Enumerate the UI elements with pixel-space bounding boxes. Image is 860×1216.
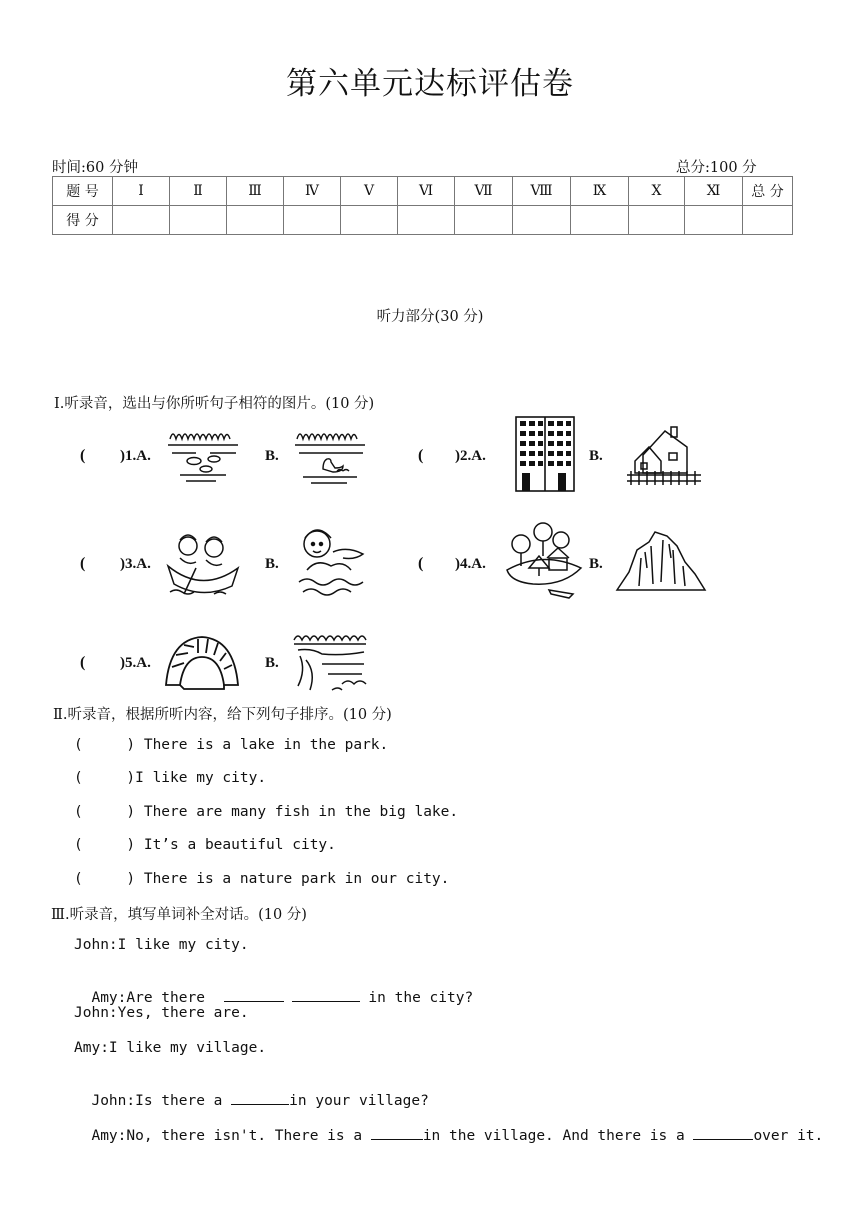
answer-paren[interactable]: ( bbox=[80, 447, 86, 464]
part2-instruction: Ⅱ.听录音，根据所听内容，给下列句子排序。(10 分) bbox=[53, 707, 392, 723]
sentence-item[interactable]: ( ) There are many fish in the big lake. bbox=[74, 804, 459, 820]
score-cell[interactable] bbox=[513, 206, 571, 235]
score-cell[interactable] bbox=[455, 206, 513, 235]
children-boat-picture[interactable] bbox=[166, 528, 240, 598]
table-score-label: 得 分 bbox=[53, 206, 113, 235]
answer-paren[interactable]: ( bbox=[80, 654, 86, 671]
fill-blank[interactable] bbox=[224, 987, 284, 1002]
dialogue-text: Amy:No, there isn't. There is a bbox=[91, 1128, 371, 1144]
sentence-item[interactable]: ( ) There is a lake in the park. bbox=[74, 737, 389, 753]
score-cell[interactable] bbox=[227, 206, 284, 235]
time-label: 时间:60 分钟 bbox=[52, 160, 138, 176]
table-col: Ⅲ bbox=[227, 177, 284, 206]
dialogue-line bbox=[74, 1109, 823, 1144]
answer-paren[interactable]: ( bbox=[418, 447, 424, 464]
q5-b-label: B. bbox=[265, 655, 279, 671]
dialogue-line bbox=[74, 971, 473, 1006]
table-col: Ⅹ bbox=[629, 177, 685, 206]
score-cell[interactable] bbox=[398, 206, 455, 235]
dialogue-text: John:Is there a bbox=[91, 1093, 232, 1109]
score-cell[interactable] bbox=[170, 206, 227, 235]
bridge-picture[interactable] bbox=[162, 633, 242, 691]
fill-blank[interactable] bbox=[693, 1125, 753, 1140]
mountain-picture[interactable] bbox=[615, 528, 707, 594]
table-col: Ⅺ bbox=[685, 177, 743, 206]
dialogue-text: over it. bbox=[753, 1128, 824, 1144]
dialogue-line: Amy:I like my village. bbox=[74, 1040, 267, 1056]
score-cell[interactable] bbox=[629, 206, 685, 235]
part1-instruction: Ⅰ.听录音，选出与你所听句子相符的图片。(10 分) bbox=[54, 396, 375, 412]
table-head-label: 题 号 bbox=[53, 177, 113, 206]
page-title: 第六单元达标评估卷 bbox=[286, 66, 574, 102]
tall-building-picture[interactable] bbox=[514, 415, 576, 493]
table-col: Ⅱ bbox=[170, 177, 227, 206]
score-table bbox=[52, 176, 793, 235]
fill-blank[interactable] bbox=[371, 1125, 423, 1140]
dialogue-line: John:I like my city. bbox=[74, 937, 249, 953]
table-col: Ⅸ bbox=[571, 177, 629, 206]
house-fence-picture[interactable] bbox=[625, 425, 703, 487]
table-col: Ⅵ bbox=[398, 177, 455, 206]
dialogue-text: in the city? bbox=[359, 990, 474, 1006]
lake-duck-picture[interactable] bbox=[293, 425, 367, 487]
dialogue-line bbox=[74, 1074, 429, 1109]
table-col: Ⅴ bbox=[341, 177, 398, 206]
q1-label: )1.A. bbox=[120, 448, 151, 464]
score-cell[interactable] bbox=[743, 206, 793, 235]
dialogue-text: Amy:Are there bbox=[91, 990, 214, 1006]
part3-instruction: Ⅲ.听录音，填写单词补全对话。(10 分) bbox=[51, 907, 307, 923]
q1-b-label: B. bbox=[265, 448, 279, 464]
table-col: Ⅶ bbox=[455, 177, 513, 206]
score-table-score-row bbox=[53, 206, 793, 235]
listening-section-header: 听力部分(30 分) bbox=[376, 309, 484, 325]
q2-b-label: B. bbox=[589, 448, 603, 464]
answer-paren[interactable]: ( bbox=[80, 555, 86, 572]
q4-label: )4.A. bbox=[455, 556, 486, 572]
q3-label: )3.A. bbox=[120, 556, 151, 572]
table-col: Ⅰ bbox=[113, 177, 170, 206]
q2-label: )2.A. bbox=[455, 448, 486, 464]
sentence-item[interactable]: ( )I like my city. bbox=[74, 770, 267, 786]
table-col: Ⅷ bbox=[513, 177, 571, 206]
girl-swimming-picture[interactable] bbox=[293, 524, 369, 600]
lake-fish-picture[interactable] bbox=[166, 425, 240, 487]
total-label: 总分:100 分 bbox=[676, 160, 757, 176]
table-col-total: 总 分 bbox=[743, 177, 793, 206]
q4-b-label: B. bbox=[589, 556, 603, 572]
river-trees-picture[interactable] bbox=[292, 630, 368, 694]
sentence-item[interactable]: ( ) It’s a beautiful city. bbox=[74, 837, 336, 853]
dialogue-line: John:Yes, there are. bbox=[74, 1005, 249, 1021]
sentence-item[interactable]: ( ) There is a nature park in our city. bbox=[74, 871, 450, 887]
answer-paren[interactable]: ( bbox=[418, 555, 424, 572]
score-cell[interactable] bbox=[341, 206, 398, 235]
dialogue-text: in the village. And there is a bbox=[422, 1128, 694, 1144]
score-cell[interactable] bbox=[571, 206, 629, 235]
score-cell[interactable] bbox=[113, 206, 170, 235]
q3-b-label: B. bbox=[265, 556, 279, 572]
fill-blank[interactable] bbox=[292, 987, 360, 1002]
score-cell[interactable] bbox=[685, 206, 743, 235]
fill-blank[interactable] bbox=[231, 1090, 289, 1105]
q5-label: )5.A. bbox=[120, 655, 151, 671]
village-island-picture[interactable] bbox=[503, 520, 585, 600]
table-col: Ⅳ bbox=[284, 177, 341, 206]
dialogue-text: in your village? bbox=[289, 1093, 429, 1109]
score-cell[interactable] bbox=[284, 206, 341, 235]
score-table-header-row bbox=[53, 177, 793, 206]
